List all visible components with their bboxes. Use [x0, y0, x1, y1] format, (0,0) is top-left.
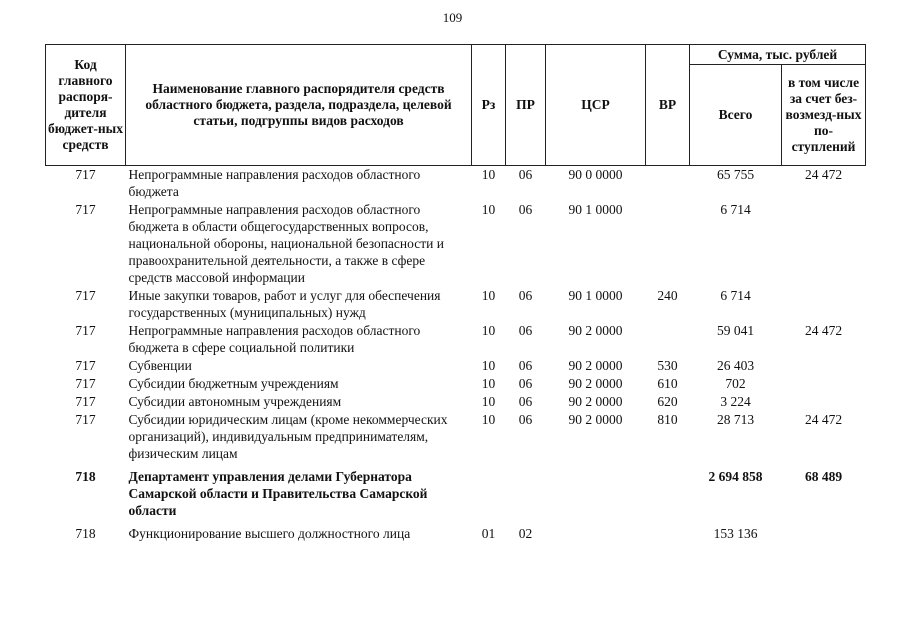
cell-pr: 06: [518, 376, 533, 391]
cell-extra: 68 489: [804, 469, 843, 484]
cell-pr: 06: [518, 358, 533, 373]
cell-total: 6 714: [720, 202, 751, 217]
cell-rz: 10: [481, 323, 496, 338]
cell-rz: 10: [481, 358, 496, 373]
cell-csr: 90 2 0000: [568, 376, 623, 391]
cell-rz: 10: [481, 167, 496, 182]
header-sum-group: Сумма, тыс. рублей: [690, 45, 866, 65]
cell-name: Функционирование высшего должностного лица: [128, 526, 411, 541]
cell-name: Субсидии бюджетным учреждениям: [128, 376, 339, 391]
header-total: Всего: [690, 65, 782, 166]
cell-csr: 90 2 0000: [568, 412, 623, 427]
cell-extra: [782, 375, 866, 393]
cell-rz: 10: [481, 412, 496, 427]
cell-total: 59 041: [716, 323, 755, 338]
table-row: [46, 411, 866, 463]
cell-name: Непрограммные направления расходов областного бюджета: [128, 167, 421, 199]
table-row: [46, 375, 866, 393]
header-code: Код главного распоря-дителя бюджет-ных средств: [46, 45, 126, 166]
cell-extra: 24 472: [804, 412, 843, 427]
header-rz: Рз: [472, 45, 506, 166]
cell-pr: 06: [518, 323, 533, 338]
cell-code: 717: [75, 167, 96, 182]
cell-total: 6 714: [720, 288, 751, 303]
cell-name: Субсидии автономным учреждениям: [128, 394, 342, 409]
header-csr: ЦСР: [546, 45, 646, 166]
cell-name: Субвенции: [128, 358, 192, 373]
cell-code: 718: [75, 469, 96, 484]
cell-rz: 10: [481, 288, 496, 303]
cell-code: 718: [75, 526, 96, 541]
table-row: [46, 520, 866, 543]
header-extra: в том числе за счет без-возмезд-ных по-ступлений: [782, 65, 866, 166]
cell-total: 702: [725, 376, 746, 391]
cell-code: 717: [75, 358, 96, 373]
cell-total: 26 403: [716, 358, 755, 373]
page-number: 109: [442, 10, 463, 25]
cell-extra: 24 472: [804, 167, 843, 182]
header-pr: ПР: [506, 45, 546, 166]
cell-csr: 90 2 0000: [568, 394, 623, 409]
cell-extra: 24 472: [804, 323, 843, 338]
cell-extra: [782, 201, 866, 287]
header-name: Наименование главного распорядителя средств областного бюджета, раздела, подраздела, целевой статьи, подгруппы видов расходов: [126, 45, 472, 166]
cell-name: Непрограммные направления расходов областного бюджета в сфере социальной политики: [128, 323, 421, 355]
cell-csr: 90 2 0000: [568, 358, 623, 373]
cell-rz: [472, 463, 506, 520]
table-row: [46, 357, 866, 375]
cell-code: 717: [75, 412, 96, 427]
cell-csr: 90 2 0000: [568, 323, 623, 338]
cell-vr: 810: [657, 412, 678, 427]
cell-total: 153 136: [713, 526, 758, 541]
cell-vr: [646, 322, 690, 357]
cell-rz: 10: [481, 394, 496, 409]
cell-total: 65 755: [716, 167, 755, 182]
cell-code: 717: [75, 323, 96, 338]
cell-vr: 620: [657, 394, 678, 409]
cell-vr: 530: [657, 358, 678, 373]
cell-name: Субсидии юридическим лицам (кроме некоммерческих организаций), индивидуальным предпринимателям, физическим лицам: [128, 412, 448, 461]
cell-total: 3 224: [720, 394, 751, 409]
cell-name: Непрограммные направления расходов областного бюджета в области общегосударственных вопросов, национальной обороны, национальной безопасности и правоохранительной деятельности, а также в сфере средств массовой информации: [128, 202, 444, 285]
cell-extra: [782, 357, 866, 375]
cell-pr: 06: [518, 202, 533, 217]
cell-total: 2 694 858: [708, 469, 763, 484]
cell-pr: 06: [518, 288, 533, 303]
table-row: [46, 201, 866, 287]
cell-csr: [546, 463, 646, 520]
cell-csr: 90 0 0000: [568, 167, 623, 182]
table-row: [46, 287, 866, 322]
cell-pr: 02: [518, 526, 533, 541]
table-row: [46, 166, 866, 202]
cell-pr: 06: [518, 167, 533, 182]
header-vr: ВР: [646, 45, 690, 166]
cell-name: Департамент управления делами Губернатора Самарской области и Правительства Самарской области: [128, 469, 428, 518]
cell-vr: 610: [657, 376, 678, 391]
cell-total: 28 713: [716, 412, 755, 427]
table-row: [46, 393, 866, 411]
cell-pr: 06: [518, 412, 533, 427]
cell-name: Иные закупки товаров, работ и услуг для обеспечения государственных (муниципальных) нужд: [128, 288, 441, 320]
cell-rz: 01: [481, 526, 496, 541]
cell-rz: 10: [481, 376, 496, 391]
cell-vr: 240: [657, 288, 678, 303]
cell-csr: 90 1 0000: [568, 202, 623, 217]
cell-pr: 06: [518, 394, 533, 409]
cell-extra: [782, 393, 866, 411]
cell-code: 717: [75, 202, 96, 217]
cell-code: 717: [75, 394, 96, 409]
cell-rz: 10: [481, 202, 496, 217]
cell-code: 717: [75, 376, 96, 391]
cell-extra: [782, 520, 866, 543]
table-row: [46, 322, 866, 357]
table-header: [46, 45, 866, 166]
cell-csr: [546, 520, 646, 543]
cell-csr: 90 1 0000: [568, 288, 623, 303]
table-body: [46, 166, 866, 544]
cell-vr: [646, 520, 690, 543]
cell-vr: [646, 463, 690, 520]
budget-table: [45, 44, 866, 543]
cell-extra: [782, 287, 866, 322]
table-row: [46, 463, 866, 520]
cell-vr: [646, 201, 690, 287]
cell-pr: [506, 463, 546, 520]
cell-code: 717: [75, 288, 96, 303]
cell-vr: [646, 166, 690, 202]
